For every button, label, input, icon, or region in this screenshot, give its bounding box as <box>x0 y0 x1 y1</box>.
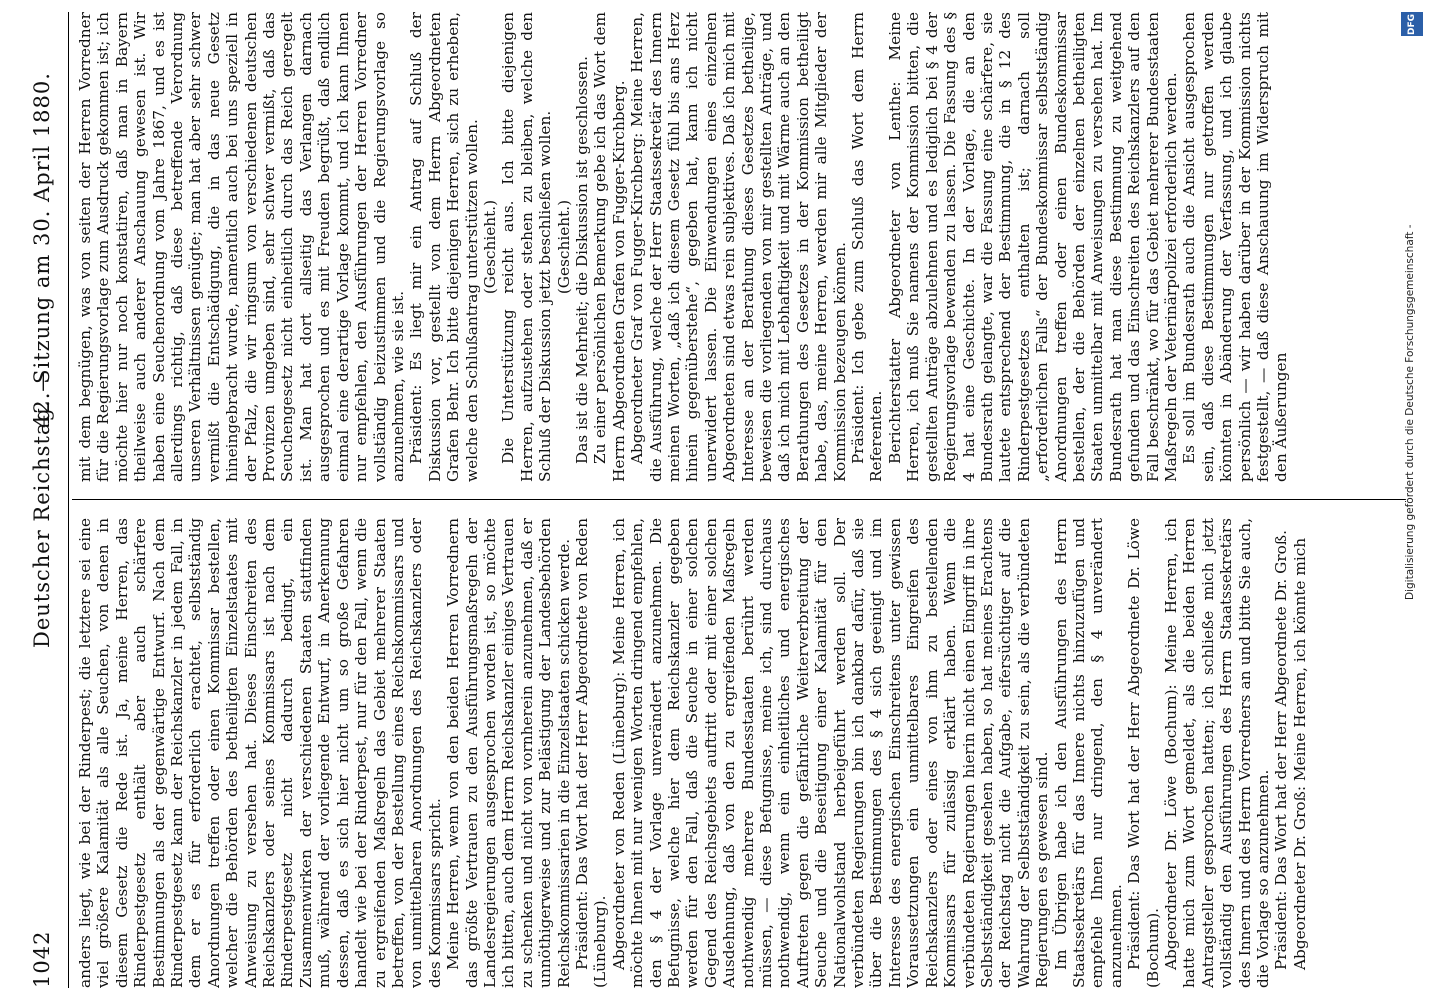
paragraph: anders liegt, wie bei der Rinderpest; die letztere sei eine viel größere Kalamität als alle Seuchen, von denen in diesem Gesetz die Rede ist. Ja, meine Herren, das Rinderpestgesetz enthält aber auch schärfere Bestimmungen als der gegenwärtige Entwurf. Nach dem Rinderpestgesetz kann der Reichskanzler in jedem Fall, in dem er es für erforderlich erachtet, selbstständig Anordnungen treffen oder einen Kommissar bestellen, welcher die Behörden des betheiligten Einzelstaates mit Anweisung zu versehen hat. Dieses Einschreiten des Reichskanzlers oder seines Kommissars ist nach dem Rinderpestgesetz nicht dadurch bedingt, ein Zusammenwirken der verschiedenen Staaten stattfinden muß, während der vorliegende Entwurf, in Anerkennung dessen, daß es sich hier nicht um so große Gefahren handelt wie bei der Rinderpest, nur für den Fall, wenn die zu ergreifenden Maßregeln das Gebiet mehrerer Staaten betreffen, von der Bestellung eines Reichskommissars und von unmittelbaren Anordnungen des Reichskanzlers oder des Kommissars spricht. <box>76 518 444 988</box>
stage-direction: (Geschieht.) <box>480 199 499 295</box>
digitization-sidebar <box>1400 0 1426 1000</box>
paragraph: Die Unterstützung reicht aus. Ich bitte diejenigen Herren, aufzustehen oder stehen zu bleiben, welche den Schluß der Diskussion jetzt beschließen wollen. <box>499 12 555 482</box>
speaker-paragraph: Präsident: Das Wort hat der Herr Abgeordnete von Reden (Lüneburg). <box>572 518 610 988</box>
speaker-paragraph: Abgeordneter Dr. Groß: Meine Herren, ich könnte mich <box>1290 537 1309 970</box>
speaker-paragraph: Abgeordneter Dr. Löwe (Bochum): Meine Herren, ich hatte mich zum Wort gemeldet, als die beiden Herren Antragsteller gesprochen hatten; ich schließe mich jetzt vollständig den Ausführungen des Herrn Staatssekretärs des Innern und des Herrn Vorredners an und bitte Sie auch, die Vorlage so anzunehmen. <box>1161 518 1272 988</box>
speaker-paragraph: Abgeordneter Graf von Fugger-Kirchberg: Meine Herren, die Ausführung, welche der Herr Staatssekretär des Innern meinen Worten, „daß ich diesem Gesetz fühl bis ans Herz hinein gegenüberstehe“, gegeben hat, kann ich nicht unerwidert lassen. Die Einwendungen eines einzelnen Abgeordneten sind etwas rein subjektives. Daß ich mich mit Interesse an der Berathung dieses Gesetzes betheilige, beweisen die vorliegenden von mir gestellten Anträge, und daß ich mich mit Lebhaftigkeit und mit Wärme auch an den Berathungen des Gesetzes in der Kommission betheiligt habe, das, meine Herren, werden mir alle Mitglieder der Kommission bezeugen können. <box>628 12 849 482</box>
speaker-paragraph: Präsident: Das Wort hat der Herr Abgeordnete Dr. Löwe (Bochum). <box>1125 518 1162 988</box>
speaker-paragraph: Präsident: Ich gebe zum Schluß das Wort dem Herrn Referenten. <box>849 12 886 482</box>
running-title-right: 42. Sitzung am 30. April 1880. <box>30 72 54 428</box>
paragraph: mit dem begnügen, was von seiten der Herren Vorredner für die Regierungsvorlage zum Ausdruck gekommen ist; ich möchte hier nur noch konstatiren, daß man in Bayern theilweise auch anderer Anschauung gewesen ist. Wir haben eine Seuchenordnung vom Jahre 1867, und es ist allerdings richtig, daß diese betreffende Verordnung unseren Verhältnissen genügte; man hat aber sehr schwer vermißt die Entschädigung, die in das neue Gesetz hineingebracht wurde, namentlich auch bei uns speziell in der Pfalz, die wir ringsum von verschiedenen deutschen Provinzen umgeben sind, sehr schwer vermißt, daß das Seuchengesetz nicht einheitlich durch das Reich geregelt ist. Man hat dort allseitig das Verlangen darnach ausgesprochen und es mit Freuden begrüßt, daß endlich einmal eine derartige Vorlage kommt, und ich kann Ihnen nur empfehlen, den Ausführungen der Herren Vorredner vollständig beizustimmen und die Regierungsvorlage so anzunehmen, wie sie ist. <box>76 12 407 482</box>
header-rule <box>68 12 69 988</box>
paragraph: Meine Herren, wenn von den beiden Herren Vorrednern das größte Vertrauen zu den Ausführungsmaßregeln der Landesregierungen ausgesprochen worden ist, so möchte ich bitten, auch dem Herrn Reichskanzler einiges Vertrauen zu schenken und nicht von vornherein anzunehmen, daß er unnöthigerweise und zur Belästigung der Landesbehörden Reichskommissarien in die Einzelstaaten schicken werde. <box>444 518 573 988</box>
stage-direction: (Geschieht.) <box>554 199 573 295</box>
left-column <box>76 518 1406 988</box>
page-content <box>24 12 1424 988</box>
page-header <box>24 12 66 988</box>
speaker-paragraph: Präsident: Es liegt mir ein Antrag auf Schluß der Diskussion vor, gestellt von dem Herrn Abgeordneten Grafen Behr. Ich bitte diejenigen Herren, sich zu erheben, welche den Schlußantrag unterstützen wollen. <box>407 12 481 482</box>
speaker-paragraph: Abgeordneter von Reden (Lüneburg): Meine Herren, ich möchte Ihnen mit nur wenigen Worten dringend empfehlen, den § 4 der Vorlage unverändert anzunehmen. Die Befugnisse, welche hier dem Reichskanzler gegeben werden für den Fall, daß die Seuche in einer solchen Gegend des Reichsgebiets auftritt oder mit einer solchen Ausdehnung, daß von den zu ergreifenden Maßregeln nothwendig mehrere Bundesstaaten berührt werden müssen, — diese Befugnisse, meine ich, sind durchaus nothwendig, wenn ein einheitliches und energisches Auftreten gegen die gefährliche Weiterverbreitung der Seuche und die Beseitigung einer Kalamität für den Nationalwohlstand herbeigeführt werden soll. Der verbündeten Regierungen bin ich dankbar dafür, daß sie über die Bestimmungen des § 4 sich geeinigt und im Interesse des energischen Einschreitens unter gewissen Voraussetzungen ein unmittelbares Eingreifen des Reichskanzlers oder eines von ihm zu bestellenden Kommissars für zulässig erklärt haben. Wenn die verbündeten Regierungen hierin nicht einen Eingriff in ihre Selbstständigkeit gesehen haben, so hat meines Erachtens der Reichstag nicht die Aufgabe, eifersüchtiger auf die Wahrung der Selbstständigkeit zu sein, als die verbündeten Regierungen es gewesen sind. <box>609 518 1052 988</box>
digitization-credit: Digitalisierung gefördert durch die Deutsche Forschungsgemeinschaft - <box>1404 224 1416 600</box>
speaker-paragraph: Berichterstatter Abgeordneter von Lenthe: Meine Herren, ich muß Sie namens der Kommission bitten, die gestellten Anträge abzulehnen und es lediglich bei § 4 der Regierungsvorlage bewenden zu lassen. Die Fassung des § 4 hat eine Geschichte. In der Vorlage, die an den Bundesrath gelangte, war die Fassung eine schärfere, sie lautete entsprechend der Bestimmung, die in § 12 des Rinderpestgesetzes enthalten ist; darnach soll „erforderlichen Falls“ der Bundeskommissar selbstständig Anordnungen treffen oder einen Bundeskommissar bestellen, der die Behörden der einzelnen betheiligten Staaten unmittelbar mit Anweisungen zu versehen hat. Im Bundesrath hat man diese Bestimmung zu weitgehend gefunden und das Einschreiten des Reichskanzlers auf den Fall beschränkt, wo für das Gebiet mehrerer Bundesstaaten Maßregeln der Veterinärpolizei erforderlich werden. <box>885 12 1180 482</box>
paragraph: Das ist die Mehrheit; die Diskussion ist geschlossen. <box>572 56 591 464</box>
column-divider <box>72 499 1406 500</box>
running-title-left: Deutscher Reichstag. — <box>30 369 54 648</box>
paragraph: Im Übrigen habe ich den Ausführungen des Herrn Staatssekretärs für das Innere nichts hinzuzufügen und empfehle Ihnen nur dringend, den § 4 unverändert anzunehmen. <box>1051 518 1125 988</box>
speaker-paragraph: Präsident: Das Wort hat der Herr Abgeordnete Dr. Groß. <box>1272 530 1291 970</box>
right-column <box>76 12 1406 482</box>
page-number: 1042 <box>30 930 54 988</box>
paragraph: Es soll im Bundesrath auch die Ansicht ausgesprochen sein, daß diese Bestimmungen nur getroffen werden könnten in Abänderung der Verfassung, und ich glaube persönlich — wir haben darüber in der Kommission nichts festgestellt, — daß diese Anschauung im Widerspruch mit den Äußerungen <box>1180 12 1291 482</box>
paragraph: Zu einer persönlichen Bemerkung gebe ich das Wort dem Herrn Abgeordneten Grafen von Fugger-Kirchberg. <box>591 12 628 482</box>
dfg-logo: DFG <box>1401 12 1423 36</box>
